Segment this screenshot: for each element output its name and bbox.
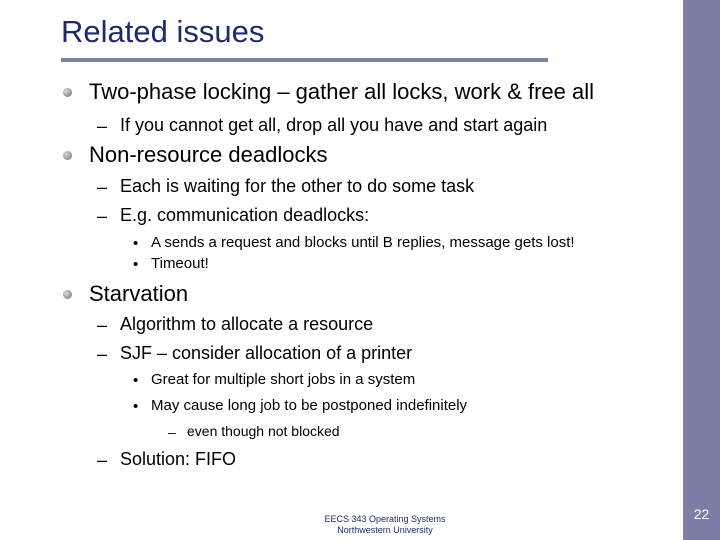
dash-icon: – bbox=[97, 315, 108, 335]
footer-institution: Northwestern University bbox=[337, 525, 433, 536]
dash-icon: – bbox=[97, 116, 108, 136]
bullet-level2: SJF – consider allocation of a printer bbox=[120, 343, 413, 363]
bullet-icon bbox=[63, 290, 72, 299]
bullet-level2: E.g. communication deadlocks: bbox=[120, 205, 370, 225]
bullet-level2: Each is waiting for the other to do some task bbox=[120, 176, 475, 196]
slide-title: Related issues bbox=[61, 14, 265, 49]
dot-icon: • bbox=[133, 256, 139, 273]
dash-icon: – bbox=[97, 450, 108, 470]
dash-icon: – bbox=[97, 177, 108, 197]
footer bbox=[300, 514, 470, 537]
dot-icon: • bbox=[133, 398, 139, 415]
bullet-level1: Non-resource deadlocks bbox=[89, 142, 328, 167]
dot-icon: • bbox=[133, 235, 139, 252]
bullet-level3: Timeout! bbox=[151, 255, 209, 272]
title-underline bbox=[61, 58, 548, 62]
dash-icon: – bbox=[168, 424, 176, 440]
dash-icon: – bbox=[97, 206, 108, 226]
bullet-level1: Starvation bbox=[89, 281, 189, 306]
dash-icon: – bbox=[97, 344, 108, 364]
bullet-icon bbox=[63, 151, 72, 160]
bullet-level4: even though not blocked bbox=[187, 423, 340, 439]
sidebar-bar bbox=[683, 0, 720, 540]
page-number: 22 bbox=[693, 506, 710, 522]
bullet-icon bbox=[63, 88, 72, 97]
dot-icon: • bbox=[133, 372, 139, 389]
footer-course: EECS 343 Operating Systems bbox=[324, 514, 446, 524]
bullet-level3: A sends a request and blocks until B replies, message gets lost! bbox=[151, 234, 575, 251]
bullet-level2: Algorithm to allocate a resource bbox=[120, 314, 374, 334]
bullet-level1: Two-phase locking – gather all locks, work & free all bbox=[89, 79, 595, 104]
bullet-level3: Great for multiple short jobs in a system bbox=[151, 371, 416, 388]
bullet-level3: May cause long job to be postponed indefinitely bbox=[151, 397, 468, 414]
bullet-level2: Solution: FIFO bbox=[120, 449, 237, 469]
bullet-level2: If you cannot get all, drop all you have and start again bbox=[120, 115, 548, 135]
